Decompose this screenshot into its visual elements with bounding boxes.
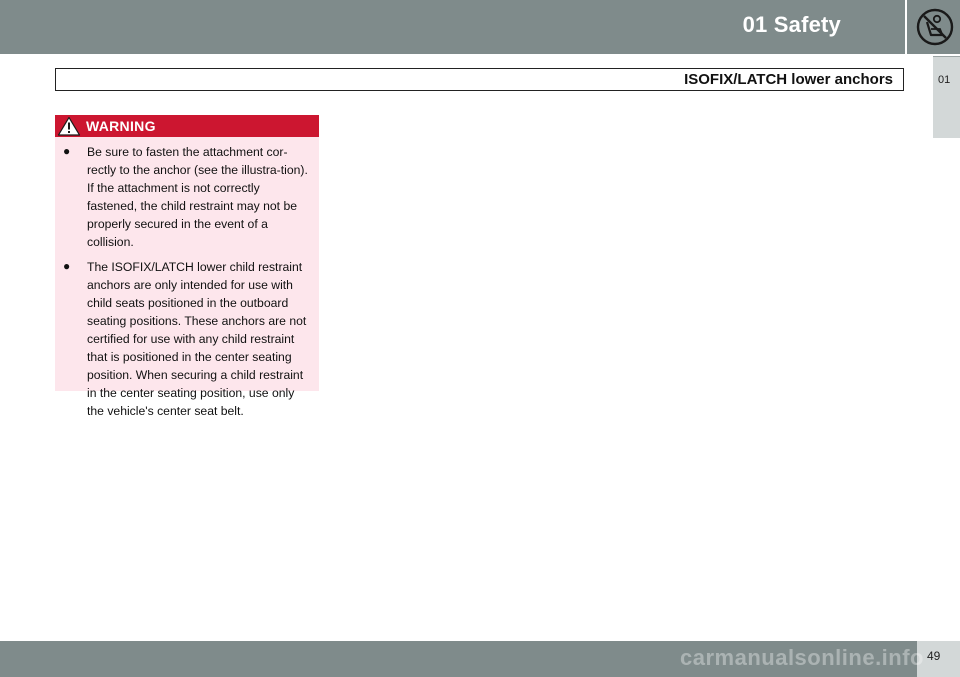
child-seat-icon bbox=[916, 8, 954, 46]
warning-item bbox=[55, 258, 319, 420]
chapter-title: 01 Safety bbox=[742, 12, 841, 37]
bullet-icon: ● bbox=[63, 259, 71, 273]
warning-triangle-icon bbox=[57, 116, 81, 136]
warning-box bbox=[55, 115, 319, 418]
watermark: carmanualsonline.info bbox=[680, 645, 924, 670]
warning-item-text: Be sure to fasten the attachment cor-rectly to the anchor (see the illustra-tion). If the attachment is not correctly fastened, the child restraint may not be properly secured in the event of a collision. bbox=[87, 145, 308, 249]
chapter-icon-box bbox=[905, 0, 960, 54]
warning-header bbox=[55, 115, 319, 137]
section-title-bar bbox=[55, 68, 904, 91]
header-band bbox=[0, 0, 905, 54]
warning-label: WARNING bbox=[86, 118, 156, 134]
page-number: 49 bbox=[927, 649, 941, 663]
warning-item-text: The ISOFIX/LATCH lower child restraint anchors are only intended for use with child seats positioned in the outboard seating positions. These anchors are not certified for use with any child restraint that is positioned in the center seating position. When securing a child restraint in the center seating position, use only the vehicle's center seat belt. bbox=[87, 260, 307, 418]
bullet-icon: ● bbox=[63, 144, 71, 158]
warning-list bbox=[55, 139, 319, 427]
side-tab-label: 01 bbox=[938, 74, 951, 86]
chapter-side-tab bbox=[933, 56, 960, 138]
section-title: ISOFIX/LATCH lower anchors bbox=[684, 71, 893, 88]
warning-item bbox=[55, 143, 319, 251]
